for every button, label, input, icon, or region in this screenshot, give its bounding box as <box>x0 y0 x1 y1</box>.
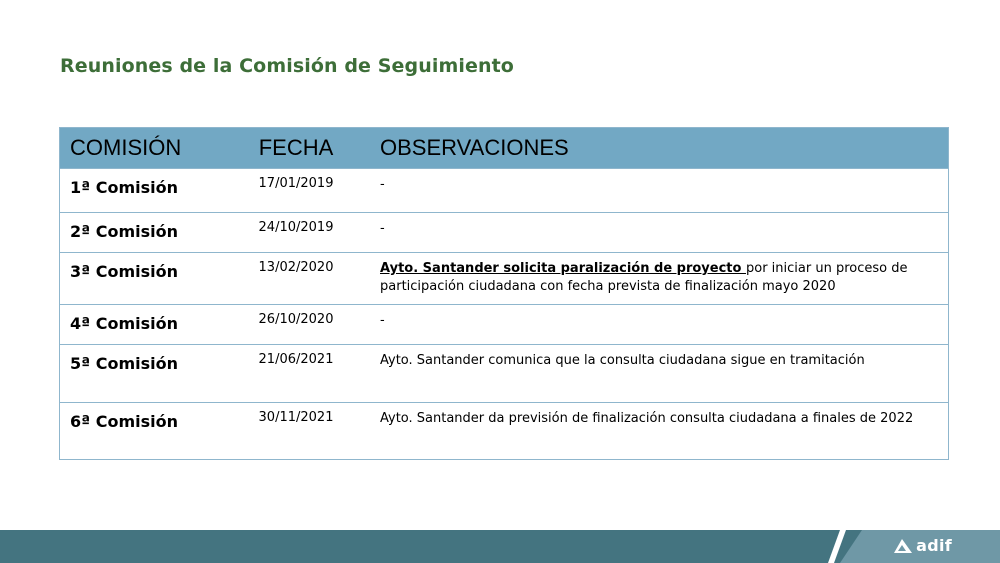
table-row <box>60 345 948 403</box>
table-row <box>60 305 948 345</box>
observaciones-cell <box>370 305 948 345</box>
observaciones-text: Ayto. Santander comunica que la consulta ciudadana sigue en tramitación <box>380 353 865 368</box>
table-row <box>60 213 948 253</box>
comision-cell: 5ª Comisión <box>70 354 179 373</box>
adif-logo-text: adif <box>916 536 952 555</box>
observaciones-text: - <box>380 313 385 328</box>
fecha-cell: 13/02/2020 <box>222 253 370 305</box>
header-observaciones: OBSERVACIONES <box>370 128 948 169</box>
fecha-cell: 21/06/2021 <box>222 345 370 403</box>
header-fecha: FECHA <box>222 128 370 169</box>
comision-cell: 1ª Comisión <box>70 178 179 197</box>
header-comision: COMISIÓN <box>60 128 222 169</box>
fecha-cell: 30/11/2021 <box>222 403 370 460</box>
page-title: Reuniones de la Comisión de Seguimiento <box>60 55 514 77</box>
comision-cell: 2ª Comisión <box>70 222 179 241</box>
footer-bar <box>0 530 1000 563</box>
comision-cell: 4ª Comisión <box>70 314 179 333</box>
adif-logo <box>893 536 952 555</box>
footer-stripe <box>828 530 846 563</box>
fecha-cell: 17/01/2019 <box>222 169 370 213</box>
table-row <box>60 403 948 460</box>
observaciones-text: por iniciar un proceso de participación ciudadana con fecha prevista de finalización mayo 2020 <box>380 261 908 294</box>
observaciones-text: - <box>380 177 385 192</box>
observaciones-cell <box>370 403 948 460</box>
comision-cell: 3ª Comisión <box>70 262 179 281</box>
observaciones-cell <box>370 213 948 253</box>
table-row <box>60 169 948 213</box>
adif-logo-icon <box>893 538 913 554</box>
table-header-row <box>60 128 948 169</box>
observaciones-text: Ayto. Santander da previsión de finalización consulta ciudadana a finales de 2022 <box>380 411 914 426</box>
commissions-table <box>59 127 949 460</box>
observaciones-cell <box>370 169 948 213</box>
observaciones-cell <box>370 345 948 403</box>
table-row <box>60 253 948 305</box>
fecha-cell: 26/10/2020 <box>222 305 370 345</box>
observaciones-text: - <box>380 221 385 236</box>
observaciones-cell <box>370 253 948 305</box>
fecha-cell: 24/10/2019 <box>222 213 370 253</box>
observaciones-link[interactable]: Ayto. Santander solicita paralización de proyecto <box>380 261 746 276</box>
comision-cell: 6ª Comisión <box>70 412 179 431</box>
